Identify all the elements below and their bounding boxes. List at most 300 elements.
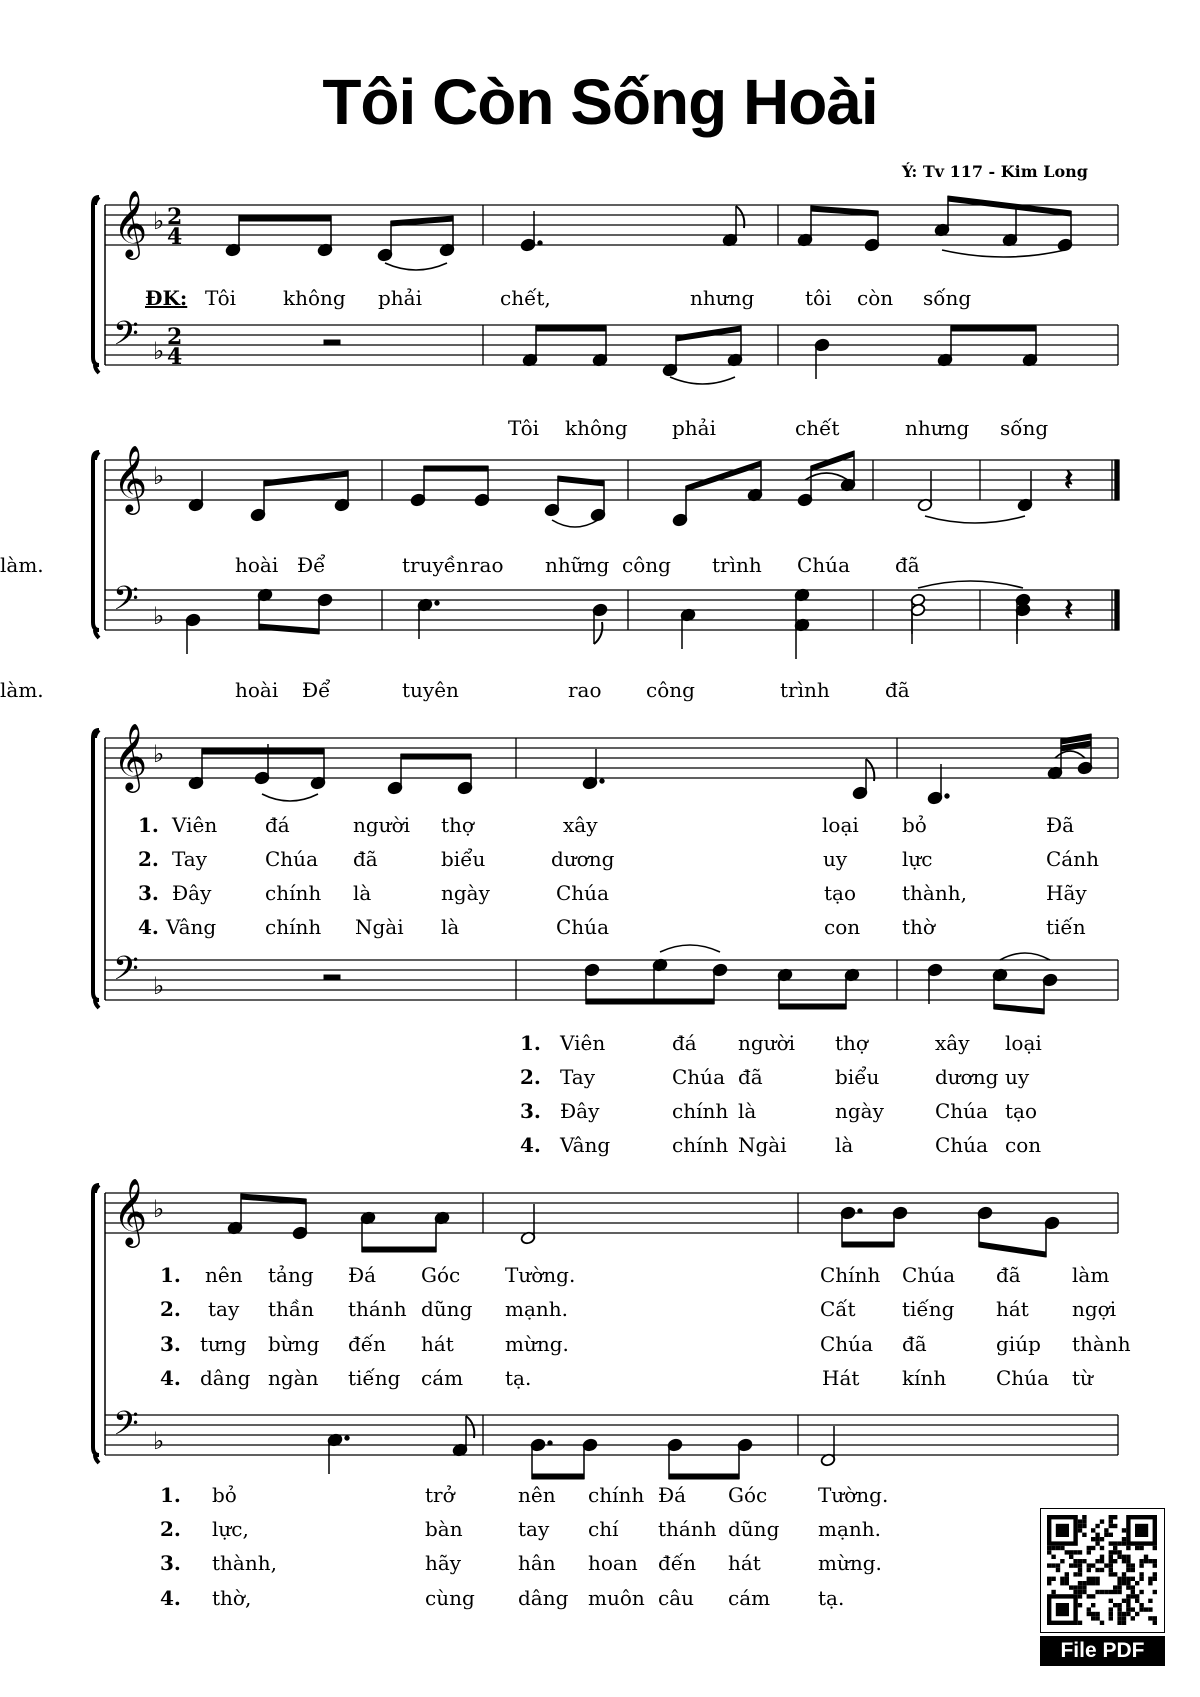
qr-module xyxy=(1109,1590,1113,1594)
lyric-syllable: là xyxy=(738,1099,757,1123)
qr-module xyxy=(1109,1612,1113,1616)
qr-module xyxy=(1109,1559,1113,1563)
lyric-syllable: làm. xyxy=(0,678,44,702)
qr-module xyxy=(1060,1559,1064,1563)
qr-module xyxy=(1117,1577,1121,1581)
qr-finder xyxy=(1135,1524,1148,1537)
lyric-syllable: biểu xyxy=(835,1065,880,1089)
verse-number: 1. xyxy=(160,1263,181,1287)
lyric-syllable: mạnh. xyxy=(505,1297,569,1321)
lyric-syllable: Chính xyxy=(820,1263,881,1287)
lyric-syllable: dũng xyxy=(728,1517,780,1541)
lyric-syllable: ngàn xyxy=(268,1366,319,1390)
qr-module xyxy=(1126,1581,1130,1585)
note-beam xyxy=(362,1247,436,1252)
qr-module xyxy=(1113,1550,1117,1554)
lyric-syllable: hát xyxy=(728,1551,761,1575)
system-bracket xyxy=(93,1185,99,1463)
key-signature-flat: ♭ xyxy=(153,1427,165,1455)
slur xyxy=(552,520,598,527)
qr-module xyxy=(1100,1621,1104,1625)
lyric-syllable: tôi xyxy=(805,286,832,310)
slur xyxy=(385,263,447,270)
qr-module xyxy=(1122,1577,1126,1581)
lyric-syllable: trình xyxy=(712,553,762,577)
lyric-syllable: Tường. xyxy=(505,1263,576,1287)
qr-module xyxy=(1095,1616,1099,1620)
note-beam xyxy=(842,1242,894,1247)
qr-module xyxy=(1122,1528,1126,1532)
lyric-syllable: dâng xyxy=(518,1586,569,1610)
qr-module xyxy=(1139,1559,1143,1563)
note-beam xyxy=(239,216,331,221)
lyric-syllable: hoài xyxy=(235,678,279,702)
lyric-syllable: Hát xyxy=(822,1366,860,1390)
lyric-syllable: phải xyxy=(672,416,717,440)
key-signature-flat: ♭ xyxy=(153,972,165,1000)
lyric-syllable: người xyxy=(738,1031,796,1055)
qr-module xyxy=(1113,1585,1117,1589)
qr-finder xyxy=(1056,1603,1069,1616)
composer-credit: Ý: Tv 117 - Kim Long xyxy=(901,162,1088,181)
qr-module xyxy=(1095,1612,1099,1616)
qr-module xyxy=(1126,1568,1130,1572)
lyric-syllable: biểu xyxy=(441,847,486,871)
lyric-syllable: chính xyxy=(672,1133,729,1157)
lyric-syllable: chính xyxy=(588,1483,645,1507)
qr-module xyxy=(1047,1563,1051,1567)
qr-module xyxy=(1065,1581,1069,1585)
notes xyxy=(185,196,1093,1479)
slur xyxy=(1055,751,1085,758)
lyric-syllable: thành xyxy=(1072,1332,1131,1356)
qr-module xyxy=(1100,1537,1104,1541)
qr-module xyxy=(1148,1559,1152,1563)
qr-module xyxy=(1095,1533,1099,1537)
note-beam xyxy=(811,451,854,471)
lyric-syllable: kính xyxy=(902,1366,947,1390)
lyric-syllable: bàn xyxy=(425,1517,463,1541)
note-flag xyxy=(594,622,602,644)
lyric-syllable: thợ xyxy=(835,1031,868,1055)
lyric-syllable: Tôi xyxy=(205,286,237,310)
qr-module xyxy=(1126,1563,1130,1567)
lyric-syllable: người xyxy=(353,813,411,837)
qr-module xyxy=(1078,1621,1082,1625)
lyric-syllable: Chúa xyxy=(902,1263,955,1287)
slur xyxy=(670,377,735,384)
lyric-syllable: Góc xyxy=(728,1483,768,1507)
lyric-syllable: mạnh. xyxy=(818,1517,882,1541)
qr-module xyxy=(1091,1563,1095,1567)
treble-clef: 𝄞 xyxy=(113,722,148,790)
note-beam xyxy=(558,476,604,486)
verse-number: 3. xyxy=(160,1551,181,1575)
qr-module xyxy=(1153,1559,1157,1563)
half-rest xyxy=(324,975,340,980)
qr-code[interactable] xyxy=(1040,1508,1165,1666)
qr-module xyxy=(1104,1590,1108,1594)
qr-module xyxy=(1087,1550,1091,1554)
lyric-syllable: hoài xyxy=(235,553,279,577)
lyric-syllable: từ xyxy=(1072,1366,1093,1390)
qr-module xyxy=(1148,1607,1152,1611)
qr-module xyxy=(1109,1541,1113,1545)
qr-module xyxy=(1109,1519,1113,1523)
qr-module xyxy=(1087,1607,1091,1611)
qr-module xyxy=(1117,1616,1121,1620)
lyric-syllable: đến xyxy=(658,1551,696,1575)
lyric-syllable: chính xyxy=(265,881,322,905)
final-barline-thick xyxy=(1115,460,1119,500)
system-bracket xyxy=(93,730,99,1008)
lyric-syllable: thánh xyxy=(658,1517,717,1541)
lyric-syllable: Chúa xyxy=(556,881,609,905)
qr-module xyxy=(1060,1577,1064,1581)
qr-module xyxy=(1117,1621,1121,1625)
lyric-syllable: nhưng xyxy=(905,416,970,440)
qr-module xyxy=(1131,1616,1135,1620)
qr-module xyxy=(1117,1550,1121,1554)
lyric-syllable: tạo xyxy=(824,881,857,905)
lyric-syllable: là xyxy=(835,1133,854,1157)
qr-module xyxy=(1139,1546,1143,1550)
lyric-syllable: Viên xyxy=(172,813,218,837)
lyric-syllable: đã xyxy=(996,1263,1021,1287)
key-signature-flat: ♭ xyxy=(153,207,165,235)
lyric-syllable: là xyxy=(353,881,372,905)
qr-module xyxy=(1153,1577,1157,1581)
note-dot xyxy=(345,1436,349,1440)
qr-module xyxy=(1144,1607,1148,1611)
qr-module xyxy=(1047,1550,1051,1554)
note-dot xyxy=(945,794,949,798)
lyric-syllable: Ngài xyxy=(355,915,404,939)
lyric-syllable: hát xyxy=(996,1297,1029,1321)
qr-module xyxy=(1065,1550,1069,1554)
qr-module xyxy=(1051,1546,1055,1550)
qr-module xyxy=(1091,1612,1095,1616)
verse-number: 1. xyxy=(160,1483,181,1507)
qr-module xyxy=(1078,1594,1082,1598)
qr-module xyxy=(1109,1524,1113,1528)
qr-module xyxy=(1122,1559,1126,1563)
qr-module xyxy=(1113,1524,1117,1528)
lyric-syllable: ngợi xyxy=(1072,1297,1117,1321)
qr-code-image xyxy=(1040,1508,1165,1633)
bass-clef: 𝄢 xyxy=(113,1405,139,1451)
qr-module xyxy=(1148,1599,1152,1603)
key-signature-flat: ♭ xyxy=(153,1195,165,1223)
qr-module xyxy=(1073,1563,1077,1567)
qr-module xyxy=(1078,1528,1082,1532)
qr-module xyxy=(1131,1590,1135,1594)
qr-module xyxy=(1117,1590,1121,1594)
qr-module xyxy=(1095,1559,1099,1563)
note-beam xyxy=(779,1004,846,1009)
qr-module xyxy=(1087,1577,1091,1581)
qr-module xyxy=(1091,1577,1095,1581)
verse-number: 4. xyxy=(520,1133,541,1157)
lyric-syllable: Chúa xyxy=(820,1332,873,1356)
qr-module xyxy=(1109,1550,1113,1554)
half-rest xyxy=(324,340,340,345)
slur xyxy=(1000,953,1050,960)
qr-module xyxy=(1091,1537,1095,1541)
qr-module xyxy=(1131,1563,1135,1567)
lyric-syllable: truyền xyxy=(402,553,469,577)
lyric-syllable: Đây xyxy=(560,1099,600,1123)
lyric-syllable: Góc xyxy=(421,1263,461,1287)
verse-number: 3. xyxy=(138,881,159,905)
lyric-syllable: chết xyxy=(795,416,840,440)
lyric-syllable: thợ xyxy=(441,813,474,837)
qr-module xyxy=(1095,1577,1099,1581)
system-brackets xyxy=(93,197,99,1463)
qr-module xyxy=(1078,1581,1082,1585)
lyric-syllable: phải xyxy=(378,286,423,310)
slur xyxy=(925,516,1025,523)
qr-module xyxy=(1153,1546,1157,1550)
slur xyxy=(262,794,318,801)
lyric-syllable: xây xyxy=(935,1031,970,1055)
qr-module xyxy=(1091,1581,1095,1585)
note-beam xyxy=(686,461,761,491)
lyric-syllable: hân xyxy=(518,1551,556,1575)
lyric-syllable: thành, xyxy=(212,1551,277,1575)
qr-module xyxy=(1117,1607,1121,1611)
qr-label: File PDF xyxy=(1040,1636,1165,1666)
qr-module xyxy=(1139,1590,1143,1594)
verse-number: 3. xyxy=(160,1332,181,1356)
lyric-syllable: những xyxy=(545,553,610,577)
qr-module xyxy=(1065,1572,1069,1576)
lyric-syllable: Cất xyxy=(820,1297,856,1321)
bass-clef: 𝄢 xyxy=(113,315,139,361)
verse-number: 4. xyxy=(160,1366,181,1390)
qr-module xyxy=(1073,1572,1077,1576)
lyric-syllable: còn xyxy=(857,286,894,310)
qr-module xyxy=(1153,1616,1157,1620)
qr-module xyxy=(1131,1585,1135,1589)
time-signature-top: 2 xyxy=(167,324,183,350)
note-beam xyxy=(259,624,319,634)
qr-module xyxy=(1126,1603,1130,1607)
lyric-syllable: đến xyxy=(348,1332,386,1356)
qr-module xyxy=(1087,1612,1091,1616)
lyric-syllable: uy xyxy=(1005,1065,1030,1089)
qr-module xyxy=(1131,1594,1135,1598)
lyric-syllable: mừng. xyxy=(505,1332,569,1356)
qr-module xyxy=(1095,1537,1099,1541)
qr-module xyxy=(1126,1559,1130,1563)
note-dot xyxy=(858,1209,862,1213)
key-signature-flat: ♭ xyxy=(153,462,165,490)
qr-module xyxy=(1135,1581,1139,1585)
qr-module xyxy=(1122,1537,1126,1541)
lyric-syllable: hãy xyxy=(425,1551,462,1575)
qr-module xyxy=(1087,1568,1091,1572)
qr-module xyxy=(1073,1590,1077,1594)
qr-module xyxy=(1122,1555,1126,1559)
lyric-syllable: đã xyxy=(353,847,378,871)
lyric-syllable: con xyxy=(1005,1133,1042,1157)
note-beam xyxy=(532,1474,584,1479)
qr-module xyxy=(1100,1559,1104,1563)
qr-module xyxy=(1126,1546,1130,1550)
lyric-syllable: tạ. xyxy=(818,1586,845,1610)
qr-module xyxy=(1078,1603,1082,1607)
lyric-syllable: bừng xyxy=(268,1332,320,1356)
note-beam xyxy=(948,196,1071,216)
qr-module xyxy=(1056,1546,1060,1550)
qr-module xyxy=(1109,1563,1113,1567)
lyric-syllable: tiếng xyxy=(348,1366,401,1390)
qr-module xyxy=(1113,1590,1117,1594)
qr-module xyxy=(1091,1528,1095,1532)
qr-module xyxy=(1126,1599,1130,1603)
qr-module xyxy=(1091,1546,1095,1550)
staff-lines xyxy=(105,205,1119,1455)
note-beam xyxy=(536,326,606,331)
treble-clef: 𝄞 xyxy=(113,444,148,512)
lyric-syllable: cùng xyxy=(425,1586,475,1610)
lyric-syllable: Cánh xyxy=(1046,847,1099,871)
slur xyxy=(918,581,1023,588)
bass-clef: 𝄢 xyxy=(113,580,139,626)
qr-module xyxy=(1069,1555,1073,1559)
qr-module xyxy=(1122,1599,1126,1603)
qr-module xyxy=(1078,1568,1082,1572)
note-dot xyxy=(538,241,542,245)
lyric-syllable: Đá xyxy=(348,1263,377,1287)
lyric-syllable: không xyxy=(565,416,628,440)
qr-module xyxy=(1122,1621,1126,1625)
qr-module xyxy=(1056,1563,1060,1567)
lyric-syllable: dương xyxy=(935,1065,999,1089)
lyric-syllable: hát xyxy=(421,1332,454,1356)
lyrics xyxy=(0,286,1131,1610)
lyric-syllable: thờ xyxy=(902,915,935,939)
qr-module xyxy=(1082,1524,1086,1528)
lyric-syllable: tiến xyxy=(1046,915,1086,939)
qr-module xyxy=(1126,1612,1130,1616)
qr-module xyxy=(1109,1616,1113,1620)
note-beam xyxy=(979,1242,1046,1257)
note-beam xyxy=(586,999,714,1004)
lyric-syllable: đã xyxy=(895,553,920,577)
qr-module xyxy=(1069,1550,1073,1554)
key-signature-flat: ♭ xyxy=(153,337,165,365)
lyric-syllable: Tôi xyxy=(508,416,540,440)
verse-number: 4. xyxy=(160,1586,181,1610)
lyric-syllable: đá xyxy=(265,813,290,837)
qr-module xyxy=(1144,1555,1148,1559)
verse-number: 2. xyxy=(138,847,159,871)
qr-module xyxy=(1117,1603,1121,1607)
qr-module xyxy=(1051,1577,1055,1581)
key-signature-flat: ♭ xyxy=(153,602,165,630)
quarter-rest: 𝄽 xyxy=(1064,463,1074,498)
lyric-syllable: tạ. xyxy=(505,1366,532,1390)
qr-module xyxy=(1087,1594,1091,1598)
qr-module xyxy=(1051,1563,1055,1567)
note-beam xyxy=(264,471,348,486)
lyric-syllable: công xyxy=(646,678,695,702)
lyric-syllable: tay xyxy=(208,1297,240,1321)
note-beam xyxy=(676,326,741,341)
qr-module xyxy=(1122,1572,1126,1576)
lyric-syllable: Chúa xyxy=(935,1133,988,1157)
lyric-syllable: loại xyxy=(822,813,859,837)
slur xyxy=(942,250,1065,257)
qr-module xyxy=(1109,1555,1113,1559)
qr-module xyxy=(1082,1581,1086,1585)
qr-module xyxy=(1109,1607,1113,1611)
qr-module xyxy=(1051,1590,1055,1594)
qr-module xyxy=(1100,1568,1104,1572)
qr-module xyxy=(1082,1559,1086,1563)
lyric-syllable: Đá xyxy=(658,1483,687,1507)
qr-module xyxy=(1087,1581,1091,1585)
qr-module xyxy=(1100,1546,1104,1550)
qr-module xyxy=(1126,1607,1130,1611)
qr-module xyxy=(1148,1577,1152,1581)
lyric-syllable: không xyxy=(283,286,346,310)
final-barline-thick xyxy=(1115,590,1119,630)
qr-module xyxy=(1069,1563,1073,1567)
qr-module xyxy=(1126,1585,1130,1589)
lyric-syllable: loại xyxy=(1005,1031,1042,1055)
qr-module xyxy=(1117,1541,1121,1545)
qr-module xyxy=(1082,1585,1086,1589)
qr-module xyxy=(1139,1607,1143,1611)
qr-module xyxy=(1060,1546,1064,1550)
qr-module xyxy=(1082,1533,1086,1537)
time-signature-bottom: 4 xyxy=(167,224,183,250)
lyric-syllable: Chúa xyxy=(797,553,850,577)
lyric-syllable: rao xyxy=(568,678,602,702)
lyric-syllable: Để xyxy=(302,678,331,702)
qr-module xyxy=(1078,1550,1082,1554)
qr-module xyxy=(1135,1546,1139,1550)
verse-number: 3. xyxy=(520,1099,541,1123)
qr-module xyxy=(1113,1559,1117,1563)
lyric-syllable: Vâng xyxy=(166,915,217,939)
lyric-syllable: Chúa xyxy=(996,1366,1049,1390)
lyric-syllable: công xyxy=(622,553,671,577)
qr-module xyxy=(1078,1572,1082,1576)
key-signature-flat: ♭ xyxy=(153,740,165,768)
qr-module xyxy=(1100,1590,1104,1594)
lyric-syllable: hoan xyxy=(588,1551,638,1575)
qr-module xyxy=(1113,1572,1117,1576)
qr-module xyxy=(1113,1541,1117,1545)
lyric-syllable: sống xyxy=(923,286,972,310)
lyric-syllable: đá xyxy=(672,1031,697,1055)
lyric-syllable: tạo xyxy=(1005,1099,1038,1123)
note-beam xyxy=(401,754,471,759)
lyric-syllable: cám xyxy=(421,1366,464,1390)
qr-module xyxy=(1148,1616,1152,1620)
lyric-syllable: xây xyxy=(563,813,598,837)
note-dot xyxy=(548,1441,552,1445)
lyric-syllable: nhưng xyxy=(690,286,755,310)
treble-clef: 𝄞 xyxy=(113,1177,148,1245)
lyric-syllable: Đã xyxy=(1046,813,1075,837)
qr-module xyxy=(1117,1581,1121,1585)
lyric-syllable: Tay xyxy=(172,847,208,871)
